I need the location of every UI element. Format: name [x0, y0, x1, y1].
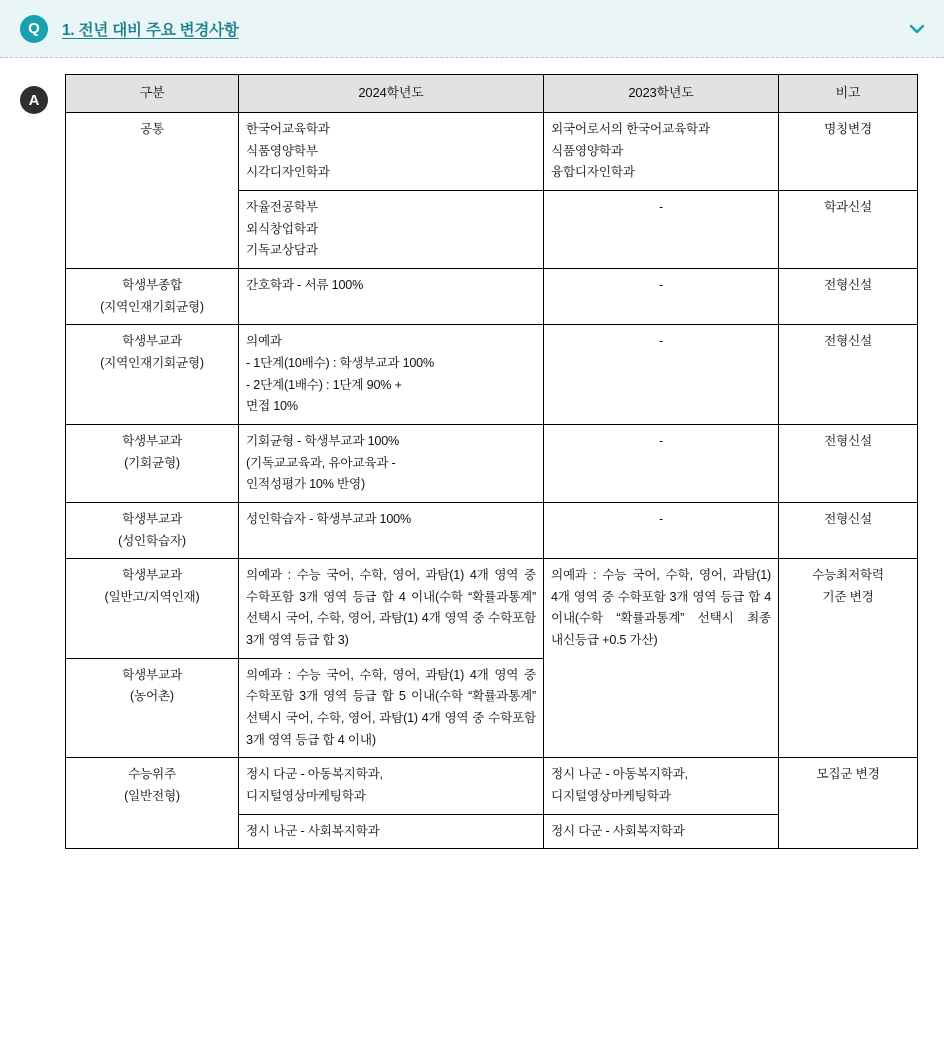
answer-badge: A: [20, 86, 48, 114]
line: 면접 10%: [246, 399, 298, 414]
cell-2023: -: [544, 502, 779, 558]
cell-2023: -: [544, 190, 779, 268]
line: - 1단계(10배수) : 학생부교과 100%: [246, 355, 434, 370]
table-row: [66, 424, 918, 502]
line: 한국어교육학과: [246, 122, 330, 136]
chevron-down-icon[interactable]: [904, 16, 930, 42]
cell-2023: -: [544, 268, 779, 324]
cell-2024: [239, 113, 544, 191]
table-row: [66, 758, 918, 814]
line: 시각디자인학과: [246, 165, 330, 180]
cell-gubun: [66, 268, 239, 324]
cell-bigo: 전형신설: [779, 424, 918, 502]
cell-2024: [239, 325, 544, 425]
line: 의예과: [246, 334, 282, 349]
col-header-2024: 2024학년도: [239, 75, 544, 113]
cell-2023: -: [544, 325, 779, 425]
gubun-sub: (지역인재기회균형): [100, 355, 204, 370]
gubun-sub: (지역인재기회균형): [100, 299, 204, 314]
cell-2023: [544, 113, 779, 191]
faq-answer-body: [0, 58, 944, 1043]
changes-table: [65, 74, 918, 849]
cell-2023: [544, 758, 779, 814]
table-header-row: [66, 75, 918, 113]
answer-badge-wrap: [20, 86, 48, 114]
line: (기독교교육과, 유아교육과 -: [246, 455, 396, 470]
line: 기준 변경: [822, 589, 874, 604]
line: 정시 나군 - 사회복지학과: [246, 823, 380, 838]
line: 기독교상담과: [246, 243, 318, 258]
line: 인적성평가 10% 반영): [246, 477, 365, 492]
cell-bigo: 학과신설: [779, 190, 918, 268]
gubun-main: 학생부교과: [122, 568, 182, 583]
cell-gubun: [66, 325, 239, 425]
line: 외국어로서의 한국어교육학과: [551, 122, 710, 136]
faq-question-header[interactable]: [0, 0, 944, 58]
gubun-main: 학생부교과: [122, 334, 182, 349]
col-header-gubun: 구분: [66, 75, 239, 113]
cell-gubun: [66, 502, 239, 558]
gubun-sub: (농어촌): [130, 689, 174, 704]
line: 외식창업학과: [246, 221, 318, 236]
line: 정시 다군 - 아동복지학과,: [246, 767, 383, 782]
cell-2024: [239, 814, 544, 849]
line: 융합디자인학과: [551, 165, 635, 180]
table-row: [66, 268, 918, 324]
line: 디지털영상마케팅학과: [551, 789, 671, 804]
cell-bigo: [779, 559, 918, 758]
cell-2024: [239, 424, 544, 502]
cell-2024: [239, 502, 544, 558]
line: 식품영양학과: [551, 143, 623, 158]
cell-gubun: [66, 113, 239, 269]
gubun-main: 학생부교과: [122, 433, 182, 448]
gubun-main: 학생부종합: [122, 277, 182, 292]
line: 수능최저학력: [812, 568, 884, 583]
table-header: [66, 75, 918, 113]
cell-2023: [544, 814, 779, 849]
line: - 2단계(1배수) : 1단계 90% +: [246, 377, 402, 392]
table-row: [66, 502, 918, 558]
question-badge: Q: [20, 15, 48, 43]
table-row: [66, 113, 918, 191]
cell-bigo: 전형신설: [779, 325, 918, 425]
gubun-sub: (성인학습자): [118, 533, 186, 548]
line: 기회균형 - 학생부교과 100%: [246, 433, 399, 448]
col-header-2023: 2023학년도: [544, 75, 779, 113]
cell-2024: 의예과 : 수능 국어, 수학, 영어, 과탐(1) 4개 영역 중 수학포함 3개 영역 등급 합 4 이내(수학 “확률과통계” 선택시 국어, 수학, 영어, 과탐(1) 4개 영역 중 수학포함 3개 영역 등급 합 3): [239, 559, 544, 659]
cell-bigo: 명칭변경: [779, 113, 918, 191]
line: 디지털영상마케팅학과: [246, 789, 366, 804]
gubun-sub: (일반전형): [124, 789, 180, 804]
table-body: [66, 113, 918, 849]
gubun-main: 공통: [140, 122, 164, 136]
cell-gubun: [66, 758, 239, 849]
gubun-sub: (일반고/지역인재): [104, 589, 200, 604]
cell-2024: [239, 758, 544, 814]
gubun-main: 학생부교과: [122, 667, 182, 682]
cell-2023: -: [544, 424, 779, 502]
cell-bigo: 전형신설: [779, 502, 918, 558]
line: 정시 다군 - 사회복지학과: [551, 823, 685, 838]
cell-bigo: 모집군 변경: [779, 758, 918, 849]
table-row: [66, 559, 918, 659]
cell-bigo: 전형신설: [779, 268, 918, 324]
col-header-bigo: 비고: [779, 75, 918, 113]
cell-2024: [239, 268, 544, 324]
line: 정시 나군 - 아동복지학과,: [551, 767, 688, 782]
page-title[interactable]: 1. 전년 대비 주요 변경사항: [62, 21, 239, 39]
cell-gubun: [66, 424, 239, 502]
line: 자율전공학부: [246, 199, 318, 214]
line: 식품영양학부: [246, 143, 318, 158]
cell-2024: [239, 190, 544, 268]
cell-2024: 의예과 : 수능 국어, 수학, 영어, 과탐(1) 4개 영역 중 수학포함 3개 영역 등급 합 5 이내(수학 “확률과통계” 선택시 국어, 수학, 영어, 과탐(1) 4개 영역 중 수학포함 3개 영역 등급 합 4 이내): [239, 658, 544, 758]
gubun-main: 학생부교과: [122, 511, 182, 526]
line: 간호학과 - 서류 100%: [246, 277, 364, 292]
gubun-sub: (기회균형): [124, 455, 180, 470]
cell-2023: 의예과 : 수능 국어, 수학, 영어, 과탐(1) 4개 영역 중 수학포함 3개 영역 등급 합 4 이내(수학 “확률과통계” 선택시 최종 내신등급 +0.5 가산): [544, 559, 779, 758]
cell-gubun: [66, 559, 239, 659]
table-row: [66, 325, 918, 425]
line: 성인학습자 - 학생부교과 100%: [246, 511, 411, 526]
gubun-main: 수능위주: [128, 767, 176, 782]
cell-gubun: [66, 658, 239, 758]
